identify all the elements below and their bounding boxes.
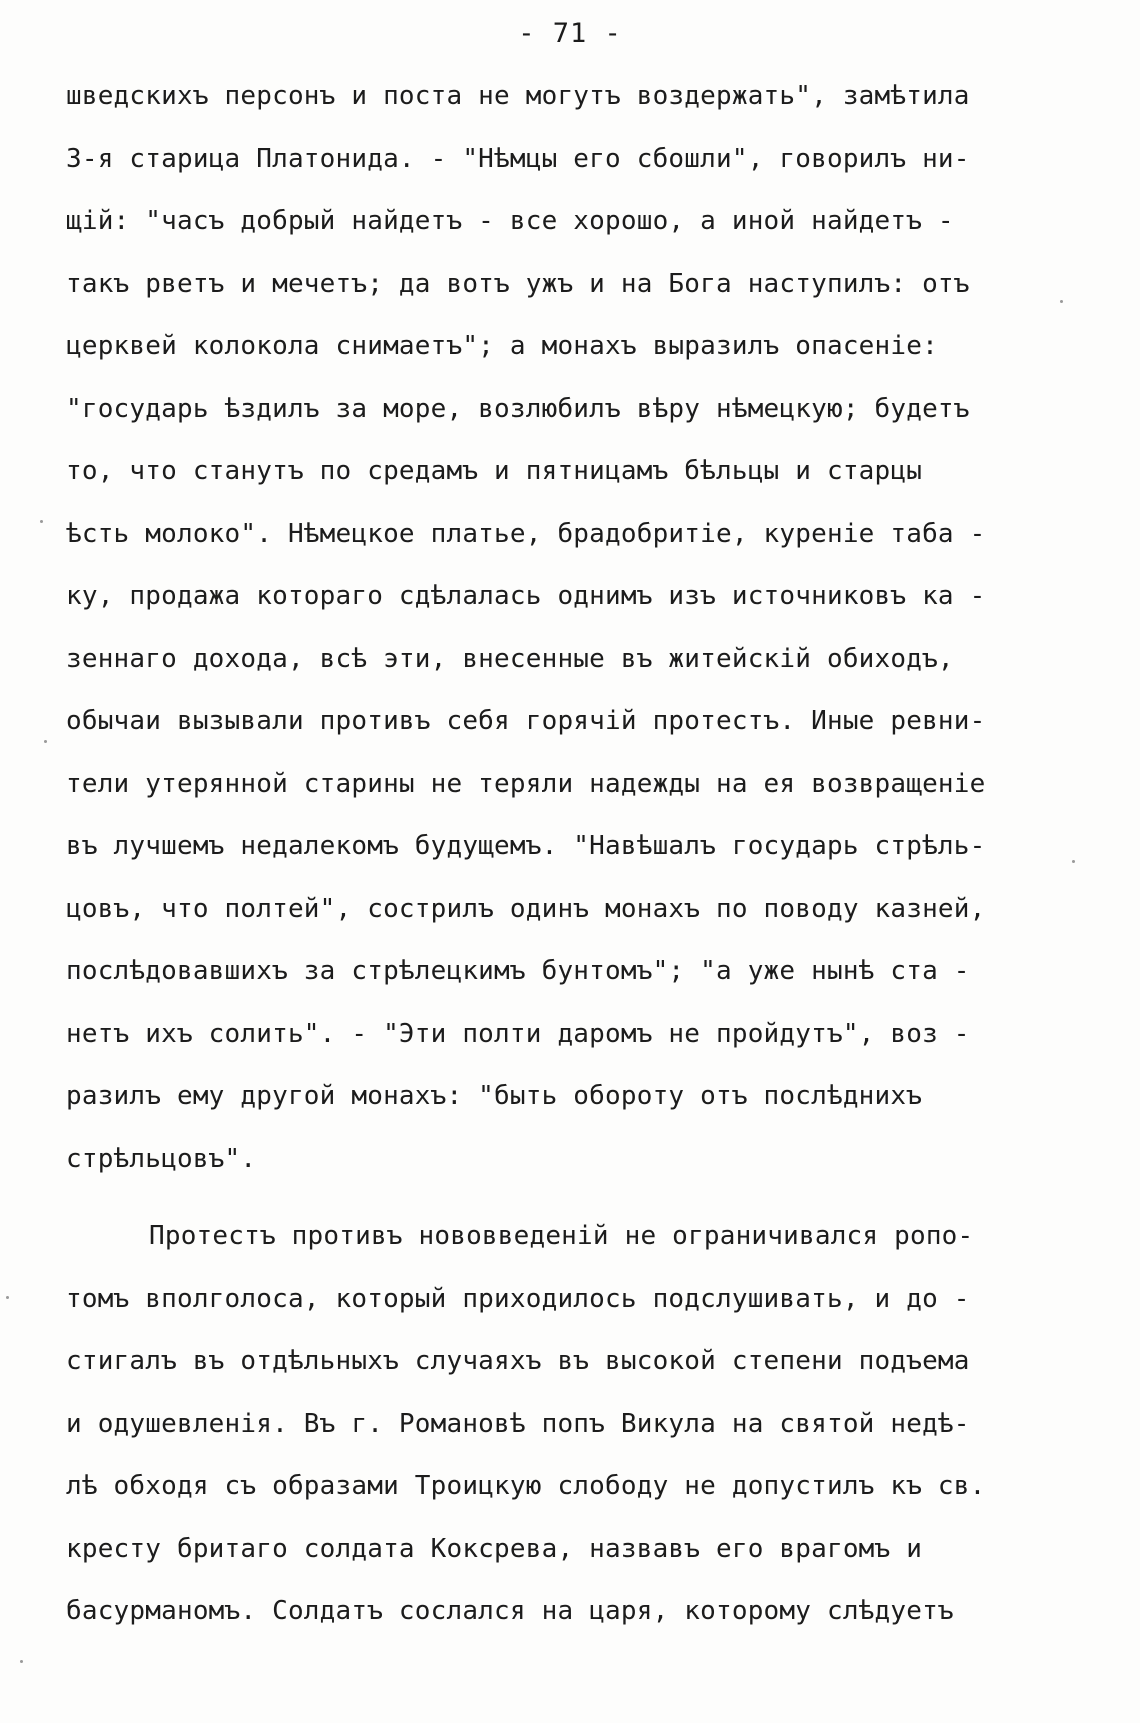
text-line: томъ вполголоса, который приходилось подслушивать, и до - bbox=[66, 1283, 970, 1314]
paragraph-gap bbox=[66, 1199, 1076, 1214]
text-line: тели утерянной старины не теряли надежды на ея возвращеніе bbox=[66, 768, 986, 799]
paragraph-2 bbox=[66, 1214, 1076, 1652]
text-line: то, что станутъ по средамъ и пятницамъ бѣльцы и старцы bbox=[66, 456, 923, 486]
text-line: въ лучшемъ недалекомъ будущемъ. "Навѣшалъ государь стрѣль- bbox=[66, 831, 986, 861]
text-line: кресту бритаго солдата Коксрева, назвавъ его врагомъ и bbox=[66, 1533, 923, 1564]
scan-speck bbox=[1072, 860, 1075, 863]
text-line: стигалъ въ отдѣльныхъ случаяхъ въ высокой степени подъема bbox=[66, 1346, 970, 1376]
text-line: церквей колокола снимаетъ"; а монахъ выразилъ опасеніе: bbox=[66, 331, 938, 361]
text-line: такъ рветъ и мечетъ; да вотъ ужъ и на Бога наступилъ: отъ bbox=[66, 268, 970, 299]
text-line: разилъ ему другой монахъ: "быть обороту отъ послѣднихъ bbox=[66, 1081, 923, 1111]
page-text bbox=[66, 74, 1076, 1652]
text-line: и одушевленія. Въ г. Романовѣ попъ Викула на святой недѣ- bbox=[66, 1408, 970, 1439]
text-line: ку, продажа котораго сдѣлалась однимъ изъ источниковъ ка - bbox=[66, 581, 986, 611]
page-number: - 71 - bbox=[518, 18, 622, 49]
text-line: послѣдовавшихъ за стрѣлецкимъ бунтомъ"; "а уже нынѣ ста - bbox=[66, 956, 970, 986]
scan-speck bbox=[1060, 300, 1063, 303]
text-line: ѣсть молоко". Нѣмецкое платье, брадобритіе, куреніе таба - bbox=[66, 518, 986, 549]
text-line: нетъ ихъ солить". - "Эти полти даромъ не пройдутъ", воз - bbox=[66, 1018, 970, 1049]
text-line: стрѣльцовъ". bbox=[66, 1143, 257, 1174]
text-line: лѣ обходя съ образами Троицкую слободу не допустилъ къ св. bbox=[66, 1471, 986, 1501]
text-line: обычаи вызывали противъ себя горячій протестъ. Иные ревни- bbox=[66, 706, 986, 736]
text-line: цовъ, что полтей", сострилъ одинъ монахъ по поводу казней, bbox=[66, 893, 986, 924]
text-line: шведскихъ персонъ и поста не могутъ воздержать", замѣтила bbox=[66, 81, 970, 111]
text-line: Протестъ противъ нововведеній не ограничивался ропо- bbox=[149, 1221, 974, 1251]
paragraph-1 bbox=[66, 74, 1076, 1199]
scan-speck bbox=[6, 1296, 9, 1299]
text-line: басурманомъ. Солдатъ сослался на царя, которому слѣдуетъ bbox=[66, 1596, 954, 1626]
text-line: зеннаго дохода, всѣ эти, внесенные въ житейскій обиходъ, bbox=[66, 643, 954, 674]
text-line: "государь ѣздилъ за море, возлюбилъ вѣру нѣмецкую; будетъ bbox=[66, 393, 970, 424]
scan-speck bbox=[40, 520, 43, 523]
text-line: 3-я старица Платонида. - "Нѣмцы его сбошли", говорилъ ни- bbox=[66, 143, 970, 174]
text-line: щій: "часъ добрый найдетъ - все хорошо, а иной найдетъ - bbox=[66, 206, 954, 236]
scan-speck bbox=[44, 740, 47, 743]
scan-speck bbox=[20, 1660, 23, 1663]
